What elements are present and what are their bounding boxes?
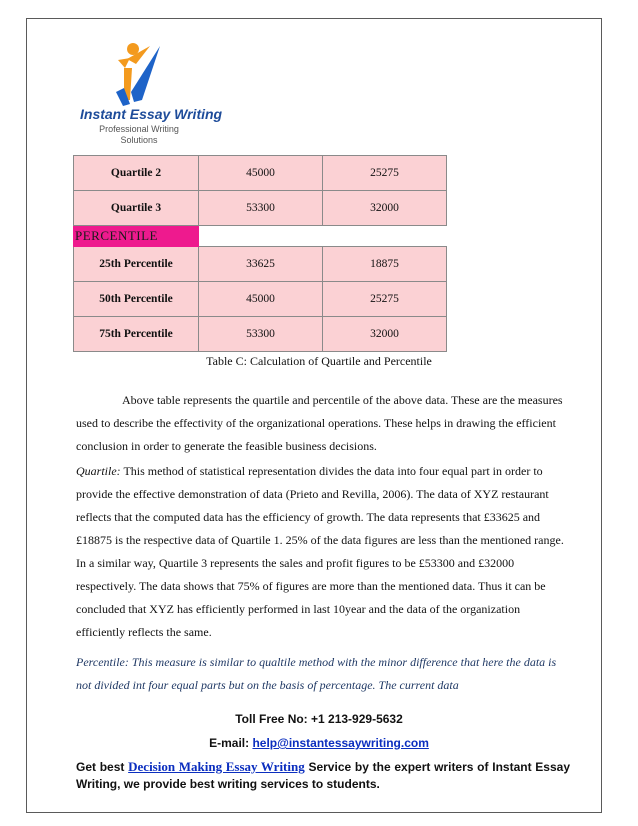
cell-value: 32000	[323, 317, 447, 352]
cell-value: 32000	[323, 191, 447, 226]
table-caption: Table C: Calculation of Quartile and Percentile	[206, 354, 432, 368]
paragraph-intro: Above table represents the quartile and percentile of the above data. These are the measures used to describe the effectivity of the organizational operations. These helps in drawing the efficient conclusion in order to generate the feasible business decisions.	[76, 393, 563, 453]
row-label: Quartile 2	[74, 156, 199, 191]
promo-text	[76, 758, 570, 793]
cell-value: 53300	[199, 317, 323, 352]
promo-prefix: Get best	[76, 760, 129, 774]
cell-value: 18875	[323, 247, 447, 282]
brand-tagline: Professional Writing Solutions	[99, 124, 179, 145]
table-row	[74, 282, 447, 317]
table-row	[74, 191, 447, 226]
email-link[interactable]: help@instantessaywriting.com	[252, 736, 429, 750]
table-row	[74, 247, 447, 282]
quartile-label: Quartile:	[76, 464, 121, 478]
percentile-heading-row	[74, 226, 447, 247]
row-label: 75th Percentile	[74, 317, 199, 352]
email-line	[0, 736, 638, 750]
row-label: 50th Percentile	[74, 282, 199, 317]
paragraph-percentile: Percentile: This measure is similar to qualtile method with the minor difference that here the data is not divided int four equal parts but on the basis of percentage. The current data	[76, 655, 557, 692]
cell-value: 45000	[199, 282, 323, 317]
row-label: Quartile 3	[74, 191, 199, 226]
email-label: E-mail:	[209, 736, 253, 750]
cell-value: 25275	[323, 282, 447, 317]
cell-value: 45000	[199, 156, 323, 191]
row-label: 25th Percentile	[74, 247, 199, 282]
cell-value: 25275	[323, 156, 447, 191]
brand-name: Instant Essay Writing	[80, 106, 223, 122]
cell-value: 33625	[199, 247, 323, 282]
quartile-text: This method of statistical representation divides the data into four equal part in order to provide the effective demonstration of data (Prieto and Revilla, 2006). The data of XYZ restaurant reflects that the computed data has the efficiency of growth. The data represents that £33625 and £18875 is the respective data of Quartile 1. 25% of the data figures are less than the mentioned range. In a similar way, Quartile 3 represents the sales and profit figures to be £53300 and £32000 respectively. The data shows that 75% of figures are more than the mentioned data. Thus it can be concluded that XYZ has efficiently performed in last 10year and the data of the organization efficiently reflects the same.	[76, 464, 564, 639]
paragraph-quartile	[76, 460, 570, 644]
table-row	[74, 156, 447, 191]
quartile-percentile-table	[73, 155, 447, 352]
percentile-heading: PERCENTILE	[74, 226, 199, 247]
cell-value: 53300	[199, 191, 323, 226]
toll-free-number: Toll Free No: +1 213-929-5632	[235, 712, 403, 726]
decision-making-essay-link[interactable]: Decision Making Essay Writing	[128, 759, 305, 774]
promo-suffix: Service by the expert writers of Instant Essay Writing, we provide best writing services to students.	[76, 760, 570, 791]
table-row	[74, 317, 447, 352]
